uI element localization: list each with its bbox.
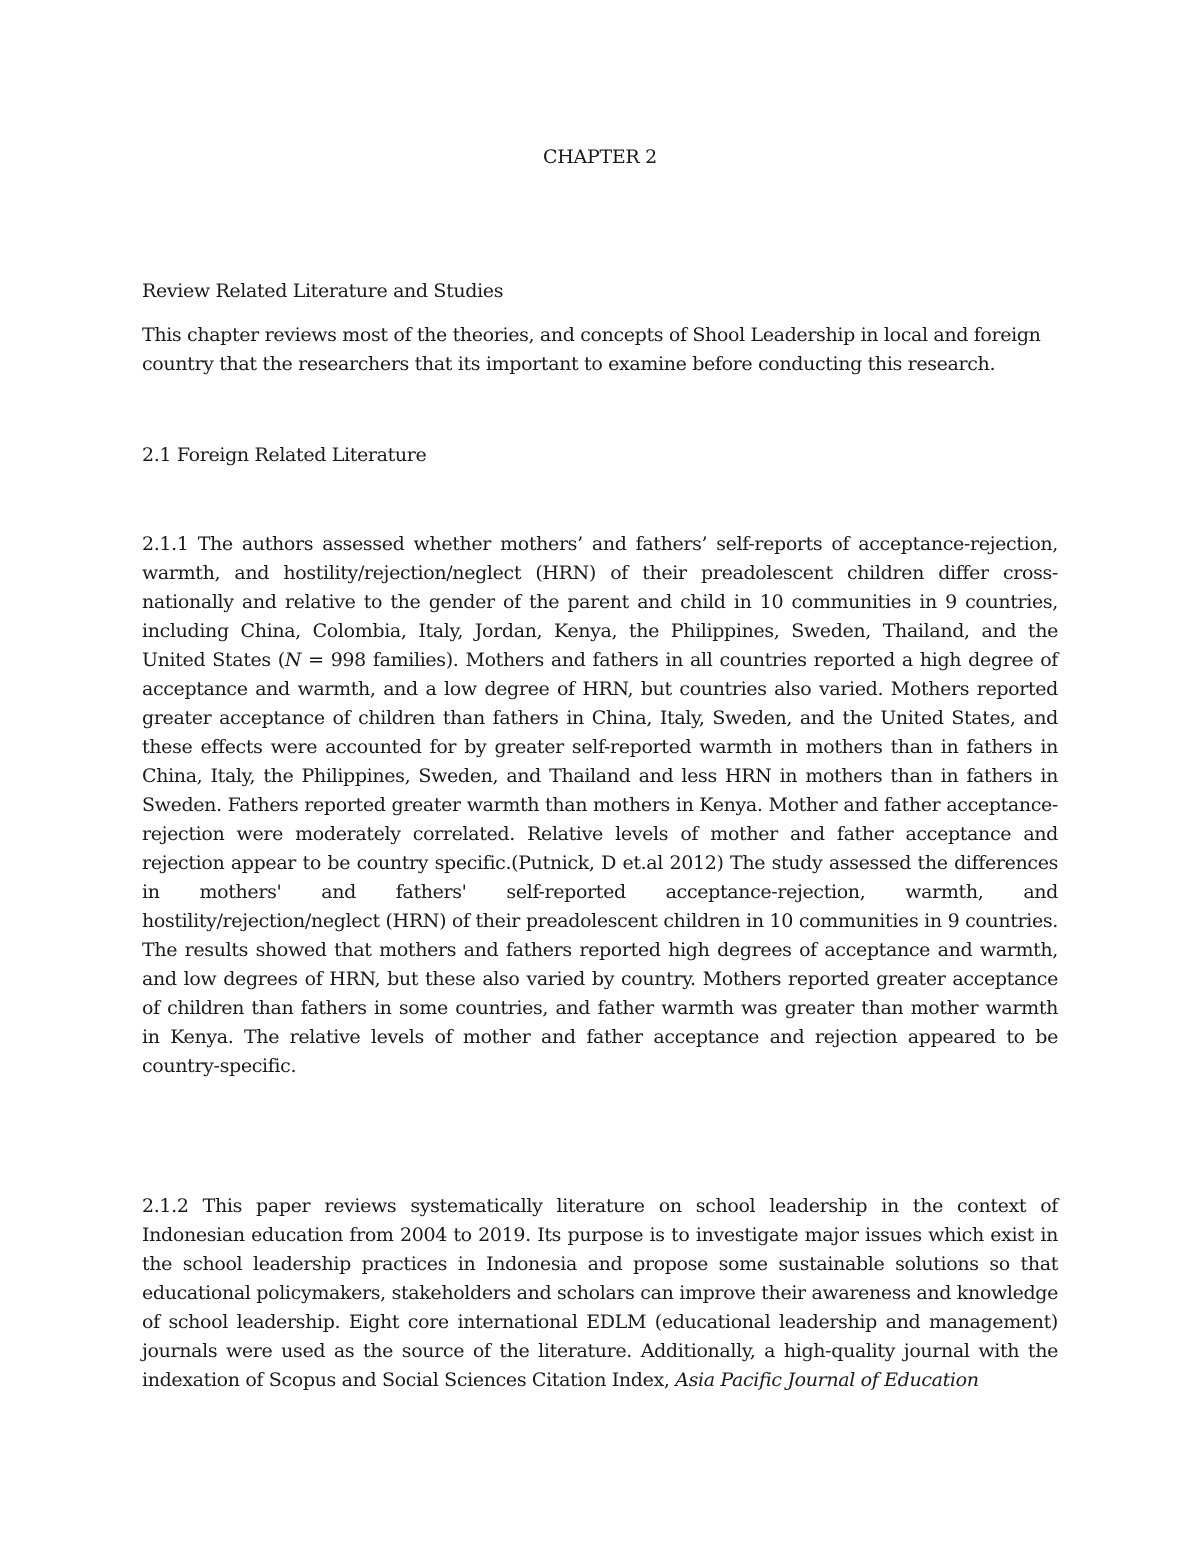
paragraph-2-1-2-journal-title: Asia Pacific Journal of Education [675,1369,979,1391]
section-heading: Review Related Literature and Studies [142,280,504,302]
paragraph-2-1-1-text-b: = 998 families). Mothers and fathers in all countries reported a high degree of acceptance and warmth, and a low degree of HRN, but countries also varied. Mothers reported greater acceptance of children than fathers in China, Italy, Sweden, and the United States, and these effects were accounted for by greater self-reported warmth in mothers than in fathers in China, Italy, the Philippines, Sweden, and Thailand and less HRN in mothers than in fathers in Sweden. Fathers reported greater warmth than mothers in Kenya. Mother and father acceptance-rejection were moderately correlated. Relative levels of mother and father acceptance and rejection appear to be country specific.(Putnick, D et.al 2012) The study assessed the differences in mothers' and fathers' self-reported acceptance-rejection, warmth, and hostility/rejection/neglect (HRN) of their preadolescent children in 10 communities in 9 countries. The results showed that mothers and fathers reported high degrees of acceptance and warmth, and low degrees of HRN, but these also varied by country. Mothers reported greater acceptance of children than fathers in some countries, and father warmth was greater than mother warmth in Kenya. The relative levels of mother and father acceptance and rejection appeared to be country-specific. [142,649,1058,1077]
paragraph-2-1-2-text: 2.1.2 This paper reviews systematically literature on school leadership in the context of Indonesian education from 2004 to 2019. Its purpose is to investigate major issues which exist in the school leadership practices in Indonesia and propose some sustainable solutions so that educational policymakers, stakeholders and scholars can improve their awareness and knowledge of school leadership. Eight core international EDLM (educational leadership and management) journals were used as the source of the literature. Additionally, a high-quality journal with the indexation of Scopus and Social Sciences Citation Index, [142,1195,1058,1391]
paragraph-2-1-1-text-a: 2.1.1 The authors assessed whether mothers’ and fathers’ self-reports of acceptance-rejection, warmth, and hostility/rejection/neglect (HRN) of their preadolescent children differ cross-nationally and relative to the gender of the parent and child in 10 communities in 9 countries, including China, Colombia, Italy, Jordan, Kenya, the Philippines, Sweden, Thailand, and the United States ( [142,533,1058,671]
paragraph-2-1-1 [142,530,1058,1081]
subsection-heading: 2.1 Foreign Related Literature [142,444,427,466]
paragraph-2-1-2 [142,1192,1058,1395]
intro-paragraph: This chapter reviews most of the theories, and concepts of Shool Leadership in local and foreign country that the researchers that its important to examine before conducting this research. [142,324,1041,375]
paragraph-2-1-1-italic-n: N [284,649,302,671]
chapter-title: CHAPTER 2 [543,146,657,168]
